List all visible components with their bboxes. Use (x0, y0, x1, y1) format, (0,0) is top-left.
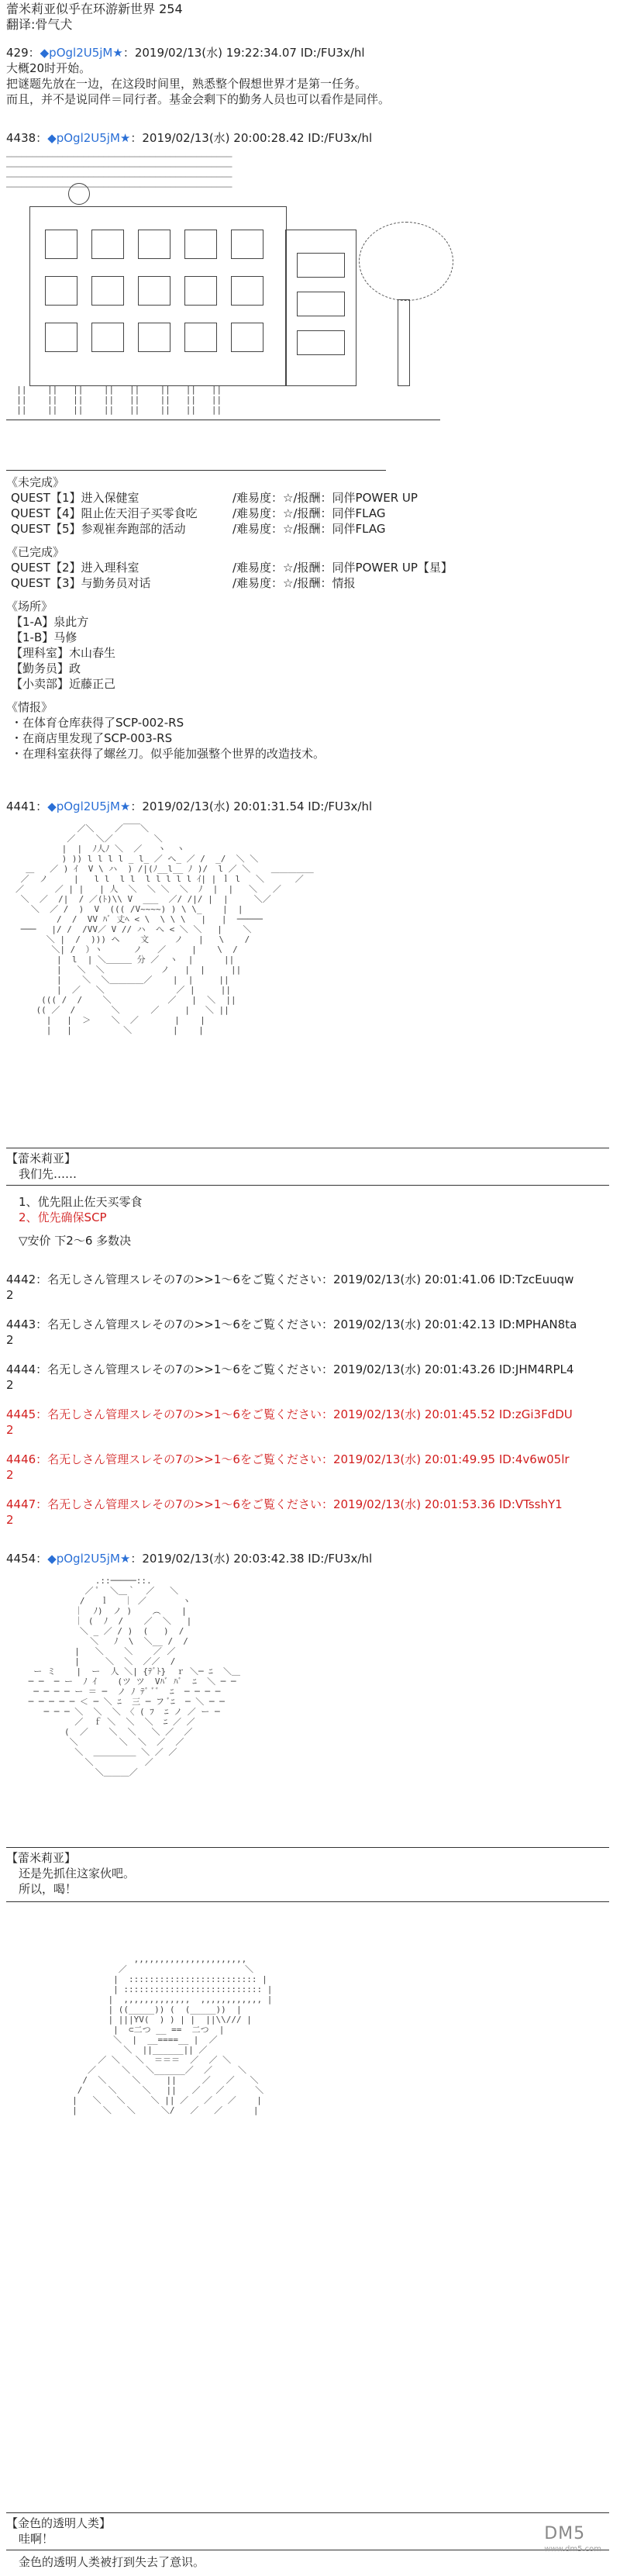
dialogue-line: 所以，喝！ (19, 1882, 78, 1896)
info-item: ・在体育仓库获得了SCP-002-RS (11, 716, 184, 730)
star-icon: ★ (119, 131, 131, 145)
quest-item: QUEST【5】参观崔奔跑部的活动 (11, 522, 186, 536)
window-icon (45, 276, 78, 306)
option-item: 1、优先阻止佐天买零食 (19, 1195, 143, 1209)
golden-transparent-human-ascii-art: ,,,,,,,,,,,,,,,,,,,,,, ／ ＼ | ::::::::::::::::::::::::: | | ::::::::::::::::::::::::::: | | ,,,,,,,,,,,,, ,,,,,,,,,,,, | | ((_____)) ( (_____)) | | |||YV( ) ) | | ||\\/// | | ⊂二つ __ == 二つ | ＼ | __====__ | ／ ＼ ||______|| ／ ／ ＼ ＼ ＝＝＝ ／ ／ ＼ ／ ＼ ＼______／ ／ ＼ / ＼ ＼ || ／ ／ ＼ / ＼ ＼ || ／ ／ ＼ | ＼ ＼ ＼ || ／ ／ ／ | | ＼ ＼ ＼/ ／ ／ | (72, 1954, 273, 2115)
info-header: 《情报》 (6, 700, 53, 714)
post-header (6, 45, 365, 60)
trip-code: ◆pOgl2U5jM (47, 1552, 120, 1566)
window-icon (297, 292, 345, 316)
divider (6, 2512, 609, 2513)
window-icon (184, 323, 217, 352)
window-icon (231, 230, 264, 259)
star-icon: ★ (112, 46, 123, 60)
site-logo (544, 2526, 601, 2557)
window-icon (297, 330, 345, 355)
vote-post: 4447：名无しさん管理スレその7の>>1～6をご覧ください：2019/02/13(水) 20:01:53.36 ID:VTsshY1 (6, 1497, 563, 1511)
window-icon (45, 323, 78, 352)
quest-item: QUEST【3】与勤务员对话 (11, 576, 151, 590)
option-item: 2、优先确保SCP (19, 1210, 107, 1224)
window-icon (45, 230, 78, 259)
star-icon: ★ (119, 1552, 131, 1566)
window-icon (231, 323, 264, 352)
vote-post: 4442：名无しさん管理スレその7の>>1～6をご覧ください：2019/02/13(水) 20:01:41.06 ID:TzcEuuqw (6, 1272, 574, 1286)
place-item: 【1-B】马修 (11, 630, 78, 644)
quest-item: QUEST【2】进入理科室 (11, 561, 140, 575)
quest-reward: /难易度：☆/报酬：同伴POWER UP【星】 (232, 561, 453, 575)
post-meta: ：2019/02/13(水) 20:00:28.42 ID:/FU3x/hl (130, 131, 373, 145)
dialogue-line: 我们先…… (19, 1167, 78, 1181)
vote-value: 2 (6, 1378, 14, 1392)
vote-value: 2 (6, 1288, 14, 1302)
speaker-name: 【蕾米莉亚】 (6, 1851, 77, 1865)
vote-rule: ▽安价 下2～6 多数决 (19, 1234, 132, 1248)
info-item: ・在商店里发现了SCP-003-RS (11, 731, 173, 745)
remilia-ascii-art: ／＼ ／￣￣＼ ／ ＼／ ＼ | | ﾉ人ﾉ ＼ ／ ヽ ヽ ) )) l l l l _ l_ ／ へ_ ／ / _/ ＼ ＼ ＿ ／ ) ｲ V \ ハ ) /|(ﾉ__l__ ﾉ )/ l ／ ＼ ＿＿＿＿＿ ／ ノ | l l l l l l l l l ｲ| | ｌ l ＼ ／ ／ ／ | | | 人 ＼ ＼ ＼ ＼ ﾉ | | ＼ ／ ＼ ／ /| / ／(ﾄ)\\ V ___ ／/ /|/ | | ＼／ ＼ ／ / ) V ((( /V~~~~) ) \ \_ | | / / VV ﾊﾞ 丈ﾍ < \ \ \ \ | | ───── ─── |/ / /VV／ V // ハ へ < ＼ ＼ | ＼ ＼ | / ))) ヘ 文 ノ | \ / ＼| / ）ヽ ノ ／ | \ / | l | ＼＿＿＿ 分 ／ ヽ | || | ＼ ＼ ノ | | || | ＼ ＼＿＿＿＿／ | | || | ／ ＼ ／ | || ((( / / ＼ ／ | ＼ || (( ／ / ＼ ／ | ＼ || | | ＞ ＼ ／ | | | | ＼ | | (16, 824, 314, 1035)
tree-icon (359, 222, 453, 301)
post-header (6, 799, 372, 814)
window-icon (184, 230, 217, 259)
vote-post: 4443：名无しさん管理スレその7の>>1～6をご覧ください：2019/02/13(水) 20:01:42.13 ID:MPHAN8ta (6, 1317, 577, 1331)
place-item: 【勤务员】政 (11, 661, 81, 675)
post-line: 大概20时开始。 (6, 61, 91, 75)
post-number: 429： (6, 46, 40, 60)
window-icon (297, 253, 345, 278)
finished-header: 《已完成》 (6, 545, 65, 559)
places-header: 《场所》 (6, 599, 53, 613)
window-icon (91, 276, 124, 306)
vote-post: 4446：名无しさん管理スレその7の>>1～6をご覧ください：2019/02/13(水) 20:01:49.95 ID:4v6w05lr (6, 1452, 570, 1466)
window-icon (138, 323, 170, 352)
place-item: 【小卖部】近藤正己 (11, 677, 116, 691)
post-number: 4454： (6, 1552, 48, 1566)
divider (6, 1185, 609, 1186)
quest-reward: /难易度：☆/报酬：同伴FLAG (232, 506, 386, 520)
divider (6, 470, 386, 471)
speaker-name: 【蕾米莉亚】 (6, 1152, 77, 1165)
window-icon (138, 276, 170, 306)
star-icon: ★ (119, 799, 131, 813)
post-line: 把谜题先放在一边，在这段时间里，熟悉整个假想世界才是第一任务。 (6, 77, 367, 91)
window-icon (91, 230, 124, 259)
vote-value: 2 (6, 1423, 14, 1437)
post-meta: ：2019/02/13(水) 20:01:31.54 ID:/FU3x/hl (130, 799, 373, 813)
logo-text: DM5 (544, 2524, 586, 2543)
clock-icon (68, 183, 90, 205)
quest-item: QUEST【1】进入保健室 (11, 491, 140, 505)
chapter-title: 蕾米莉亚似乎在环游新世界 254 (6, 2, 183, 16)
vote-value: 2 (6, 1333, 14, 1347)
place-item: 【1-A】泉此方 (11, 615, 89, 629)
post-number: 4441： (6, 799, 48, 813)
unfinished-header: 《未完成》 (6, 475, 65, 489)
vote-value: 2 (6, 1513, 14, 1527)
post-meta: ：2019/02/13(水) 20:03:42.38 ID:/FU3x/hl (130, 1552, 373, 1566)
sky-lines: ──────────────────────────────────────────── ──────────────────────────────────────────── ──────────────────────────────────────────── ──────────────────────────────────────────── (6, 152, 232, 192)
divider (6, 1901, 609, 1902)
post-number: 4438： (6, 131, 48, 145)
dialogue-line: 还是先抓住这家伙吧。 (19, 1866, 136, 1880)
narration: 金色的透明人类被打到失去了意识。 (19, 2555, 205, 2569)
trip-code: ◆pOgl2U5jM (40, 46, 113, 60)
tree-trunk (398, 299, 410, 386)
vote-post: 4445：名无しさん管理スレその7の>>1～6をご覧ください：2019/02/13(水) 20:01:45.52 ID:zGi3FdDU (6, 1407, 573, 1421)
vote-post: 4444：名无しさん管理スレその7の>>1～6をご覧ください：2019/02/13(水) 20:01:43.26 ID:JHM4RPL4 (6, 1362, 574, 1376)
divider (6, 1847, 609, 1848)
fence-lines: || || || || || || || || || || || || || || || || || || || || || || || || (16, 385, 222, 415)
quest-reward: /难易度：☆/报酬：同伴POWER UP (232, 491, 418, 505)
window-icon (138, 230, 170, 259)
trip-code: ◆pOgl2U5jM (47, 799, 120, 813)
school-building-illustration (6, 152, 456, 470)
post-header (6, 130, 372, 146)
quest-reward: /难易度：☆/报酬：同伴FLAG (232, 522, 386, 536)
remilia-attack-ascii-art: .::─────::. ／ ﾟ ＼＿｀ ／ ＼ / ｌ ｜ ／ ヽ ｜ ﾉ) ノ ) ︵ | ｜ ( ﾉ / ／ ＼ | ＼ _ ／ / ) ( ) / ＼ ﾉ \ ＼__ / / | ＼ ＼ ／ ／ | ＼ ＼ ／／ / ー ミ | ー 人 ＼| {ﾃﾞﾄ} ｒ ＼─ ﾆ ＼＿ ─ ─ ─ ー ﾉ ｲ (ツ ツ Vﾊﾞ ﾊﾞ ﾆ ＼ ─ ─ ─ ─ ─ ─ ー ＝ ─ ノ ﾉ ﾃﾞ ﾞﾞ ﾆ ─ ─ ─ ─ ─ ─ ─ ─ ─ ＜ ─ ＼ ﾆ 三 ─ フ ﾞﾆ ─ ＼ ─ ─ ─ ─ ─ ＼ ＼ ＼ 〈 ( ﾌ ﾆ ノ ／ ー ─ ／ ｆ ＼ ＼ ＼ ﾆ ／ ／ ( ／ ＼ ＼ ＼ ／ ／ ＼ ＼ ＼ ／ ／ ＼ ＿＿＿＿＿ ＼ ／ ／ ＼ ／ ＼＿＿＿／ (28, 1576, 240, 1777)
window-icon (184, 276, 217, 306)
window-icon (231, 276, 264, 306)
vote-value: 2 (6, 1468, 14, 1482)
quest-item: QUEST【4】阻止佐天泪子买零食吃 (11, 506, 198, 520)
post-header (6, 1551, 372, 1566)
info-item: ・在理科室获得了螺丝刀。似乎能加强整个世界的改造技术。 (11, 747, 326, 761)
post-line: 而且，并不是说同伴＝同行者。基金会剩下的勤务人员也可以看作是同伴。 (6, 92, 391, 106)
speaker-name: 【金色的透明人类】 (6, 2516, 112, 2530)
trip-code: ◆pOgl2U5jM (47, 131, 120, 145)
quest-reward: /难易度：☆/报酬：情报 (232, 576, 356, 590)
dialogue-line: 哇啊！ (19, 2532, 54, 2546)
logo-url: www.dm5.com (544, 2545, 601, 2554)
place-item: 【理科室】木山春生 (11, 646, 116, 660)
post-meta: ：2019/02/13(水) 19:22:34.07 ID:/FU3x/hl (122, 46, 365, 60)
window-icon (91, 323, 124, 352)
translator-credit: 翻译:骨气犬 (6, 17, 73, 32)
